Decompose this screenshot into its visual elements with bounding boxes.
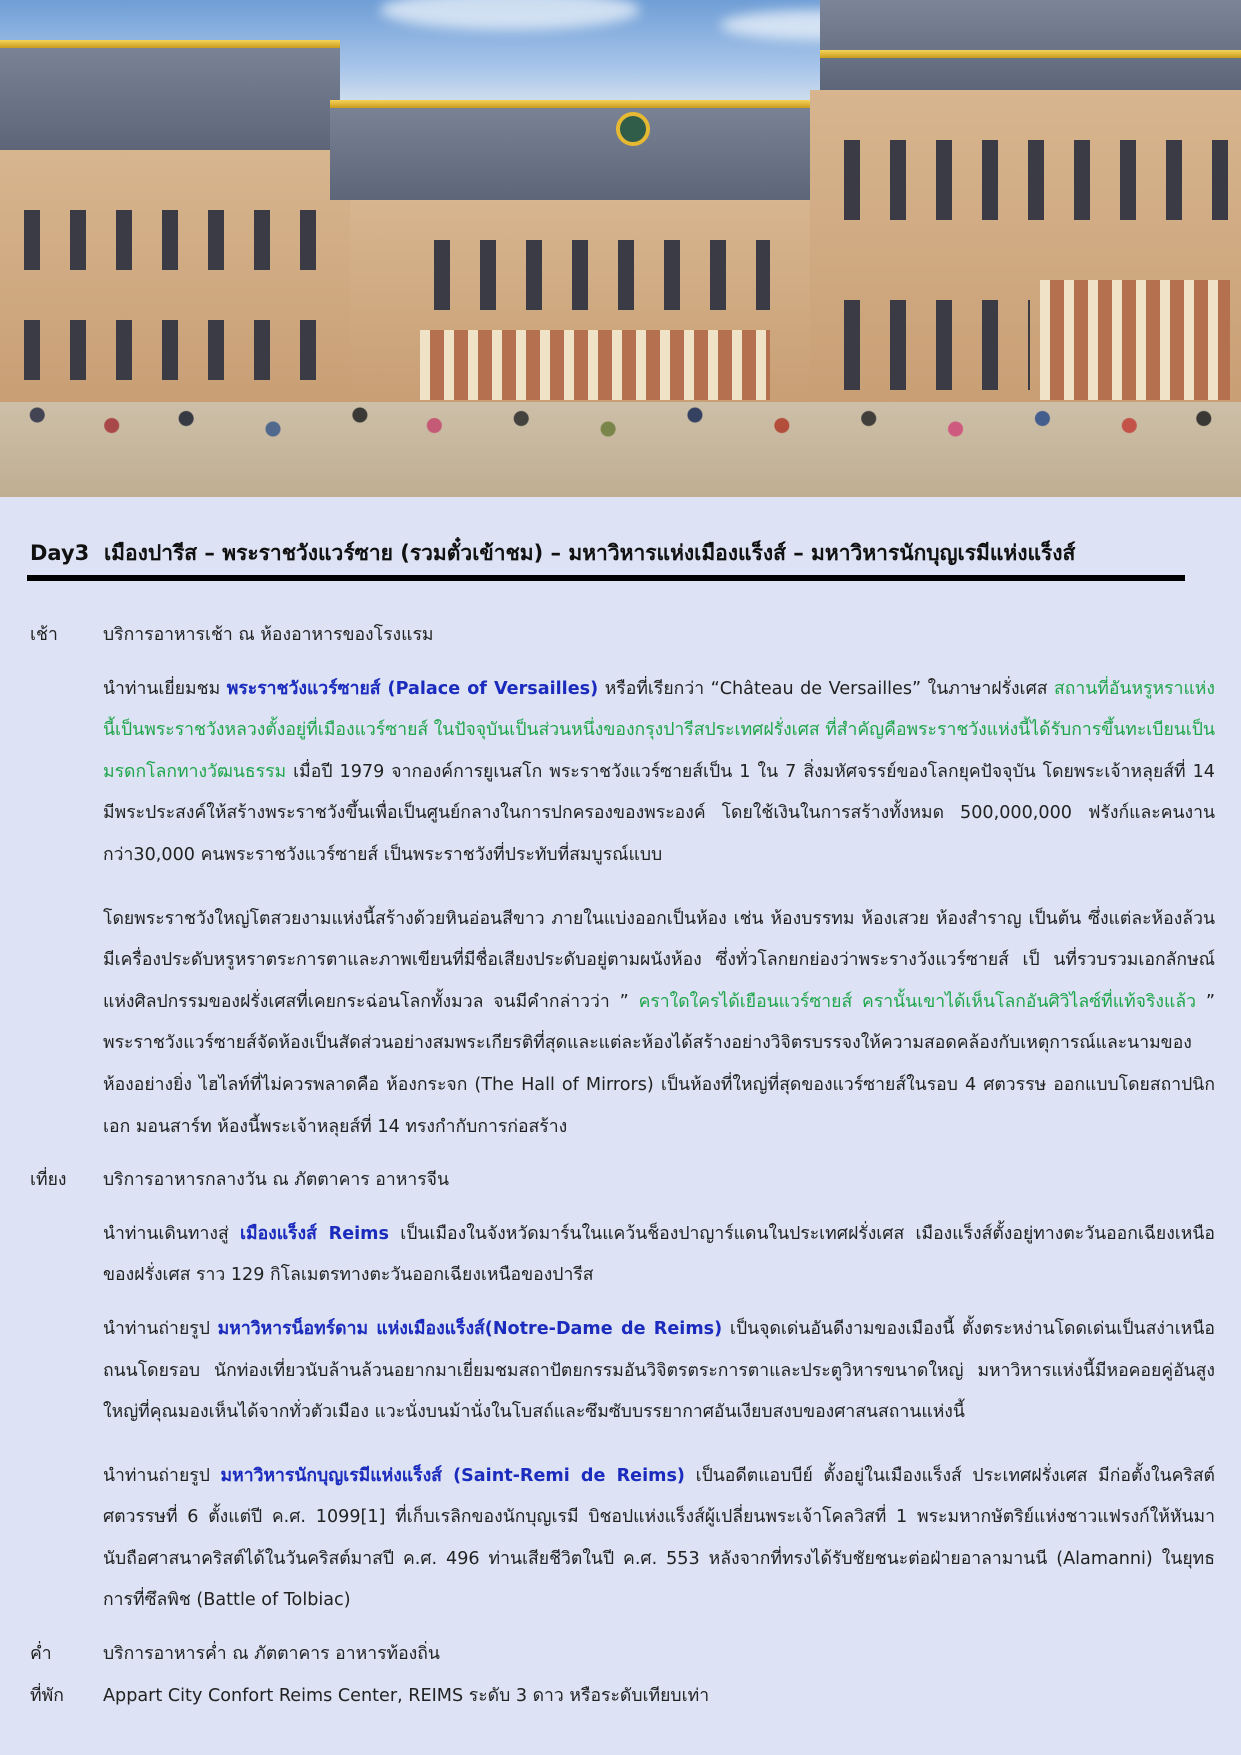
dinner-row bbox=[30, 1634, 1215, 1676]
day-number: Day3 bbox=[30, 541, 90, 565]
versailles-details: เมื่อปี 1979 จากองค์การยูเนสโก พระราชวังแวร์ซายส์เป็น 1 ใน 7 สิ่งมหัศจรรย์ของโลกยุคปัจจุบัน โดยพระเจ้าหลุยส์ที่ 14 มีพระประสงค์ให้สร้างพระราชวังขึ้นเพื่อเป็นศูนย์กลางในการปกครองของพระองค์ โดยใช้เงินในการสร้างทั้งหมด 500,000,000 ฟรังก์และคนงานกว่า30,000 คนพระราชวังแวร์ซายส์ เป็นพระราชวังที่ประทับที่สมบูรณ์แบบ bbox=[103, 761, 1215, 865]
versailles-paragraph bbox=[103, 669, 1215, 877]
day-heading bbox=[30, 537, 1185, 570]
day-route-title: เมืองปารีส – พระราชวังแวร์ซาย (รวมตั๋วเข้าชม) – มหาวิหารแห่งเมืองแร็งส์ – มหาวิหารนักบุญเรมีแห่งแร็งส์ bbox=[104, 541, 1076, 565]
versailles-interior-paragraph bbox=[103, 899, 1215, 1149]
notre-dame-name: มหาวิหารน็อทร์ดาม แห่งเมืองแร็งส์(Notre-Dame de Reims) bbox=[217, 1318, 723, 1339]
versailles-name: พระราชวังแวร์ซายส์ (Palace of Versailles) bbox=[226, 678, 599, 699]
notre-dame-intro: นำท่านถ่ายรูป bbox=[103, 1318, 218, 1339]
dinner-text: บริการอาหารค่ำ ณ ภัตตาคาร อาหารท้องถิ่น bbox=[103, 1644, 440, 1665]
itinerary-body bbox=[30, 615, 1215, 1729]
heading-divider bbox=[27, 575, 1185, 581]
versailles-quote: คราใดใครได้เยือนแวร์ซายส์ ครานั้นเขาได้เห็นโลกอันศิวิไลซ์ที่แท้จริงแล้ว bbox=[638, 991, 1197, 1012]
versailles-palace-photo bbox=[0, 0, 1241, 497]
saint-remi-paragraph bbox=[103, 1456, 1215, 1622]
hotel-text: Appart City Confort Reims Center, REIMS ระดับ 3 ดาว หรือระดับเทียบเท่า bbox=[103, 1685, 710, 1706]
lunch-row bbox=[30, 1160, 1215, 1202]
reims-paragraph bbox=[103, 1214, 1215, 1297]
versailles-highlight: สถานที่อันหรูหราแห่งนี้เป็นพระราชวังหลวงตั้งอยู่ที่เมืองแวร์ซายส์ ในปัจจุบันเป็นส่วนหนึ่งของกรุงปารีสประเทศฝรั่งเศส ที่สำคัญคือพระราชวังแห่งนี้ได้รับการขึ้นทะเบียนเป็นมรดกโลกทางวัฒนธรรม bbox=[103, 678, 1215, 782]
saint-remi-details: เป็นอดีตแอบบีย์ ตั้งอยู่ในเมืองแร็งส์ ประเทศฝรั่งเศส มีก่อตั้งในคริสต์ศตวรรษที่ 6 ตั้งแต่ปี ค.ศ. 1099[1] ที่เก็บเรลิกของนักบุญเรมี บิชอปแห่งแร็งส์ผู้เปลี่ยนพระเจ้าโคลวิสที่ 1 พระมหากษัตริย์แห่งชาวแฟรงก์ให้หันมานับถือศาสนาคริสต์ได้ในวันคริสต์มาสปี ค.ศ. 496 ท่านเสียชีวิตในปี ค.ศ. 553 หลังจากที่ทรงได้รับชัยชนะต่อฝ่ายอาลามานนี (Alamanni) ในยุทธการที่ซึลพิช (Battle of Tolbiac) bbox=[103, 1465, 1215, 1611]
breakfast-row bbox=[30, 615, 1215, 657]
saint-remi-intro: นำท่านถ่ายรูป bbox=[103, 1465, 221, 1486]
versailles-intro: นำท่านเยี่ยมชม bbox=[103, 678, 227, 699]
breakfast-text: บริการอาหารเช้า ณ ห้องอาหารของโรงแรม bbox=[103, 625, 434, 645]
reims-intro: นำท่านเดินทางสู่ bbox=[103, 1223, 240, 1244]
saint-remi-name: มหาวิหารนักบุญเรมีแห่งแร็งส์ (Saint-Remi de Reims) bbox=[220, 1465, 685, 1486]
hotel-label: ที่พัก bbox=[30, 1685, 64, 1706]
hotel-row bbox=[30, 1676, 1215, 1718]
lunch-text: บริการอาหารกลางวัน ณ ภัตตาคาร อาหารจีน bbox=[103, 1170, 450, 1191]
meal-label-breakfast: เช้า bbox=[30, 625, 58, 645]
versailles-aka: หรือที่เรียกว่า “Château de Versailles” ในภาษาฝรั่งเศส bbox=[598, 678, 1054, 699]
reims-details: เป็นเมืองในจังหวัดมาร์นในแคว้นช็องปาญาร์แดนในประเทศฝรั่งเศส เมืองแร็งส์ตั้งอยู่ทางตะวันออกเฉียงเหนือของฝรั่งเศส ราว 129 กิโลเมตรทางตะวันออกเฉียงเหนือของปารีส bbox=[103, 1223, 1215, 1286]
meal-label-dinner: ค่ำ bbox=[30, 1644, 52, 1665]
notre-dame-paragraph bbox=[103, 1309, 1215, 1434]
reims-name: เมืองแร็งส์ Reims bbox=[239, 1223, 389, 1244]
notre-dame-details: เป็นจุดเด่นอันดีงามของเมืองนี้ ตั้งตระหง่านโดดเด่นเป็นสง่าเหนือถนนโดยรอบ นักท่องเที่ยวนับล้านล้วนอยากมาเยี่ยมชมสถาปัตยกรรมอันวิจิตรตระการตาและประตูวิหารขนาดใหญ่ มหาวิหารแห่งนี้มีหอคอยคู่อันสูงใหญ่ที่คุณมองเห็นได้จากทั่วตัวเมือง แวะนั่งบนม้านั่งในโบสถ์และซึมซับบรรยากาศอันเงียบสงบของศาสนสถานแห่งนี้ bbox=[103, 1318, 1215, 1423]
meal-label-lunch: เที่ยง bbox=[30, 1170, 67, 1191]
versailles-hall-of-mirrors-text: ” พระราชวังแวร์ซายส์จัดห้องเป็นสัดส่วนอย่างสมพระเกียรติที่สุดและแต่ละห้องได้สร้างอย่างวิจิตรบรรจงให้ความสอดคล้องกับเหตุการณ์และนามของห้องอย่างยิ่ง ไฮไลท์ที่ไม่ควรพลาดคือ ห้องกระจก (The Hall of Mirrors) เป็นห้องที่ใหญ่ที่สุดของแวร์ซายส์ในรอบ 4 ศตวรรษ ออกแบบโดยสถาปนิกเอก มอนสาร์ท ห้องนี้พระเจ้าหลุยส์ที่ 14 ทรงกำกับการก่อสร้าง bbox=[103, 991, 1215, 1137]
versailles-interior-text: โดยพระราชวังใหญ่โตสวยงามแห่งนี้สร้างด้วยหินอ่อนสีขาว ภายในแบ่งออกเป็นห้อง เช่น ห้องบรรทม ห้องเสวย ห้องสำราญ เป็นต้น ซึ่งแต่ละห้องล้วนมีเครื่องประดับหรูหราตระการตาและภาพเขียนที่มีชื่อเสียงประดับอยู่ตามผนังห้อง ซึ่งทั่วโลกยกย่องว่าพระรางวังแวร์ซายส์ เป็ นที่รวบรวมเอกลักษณ์แห่งศิลปกรรมของฝรั่งเศสที่เคยกระฉ่อนโลกทั้งมวล จนมีคำกล่าวว่า ” bbox=[103, 908, 1215, 1012]
